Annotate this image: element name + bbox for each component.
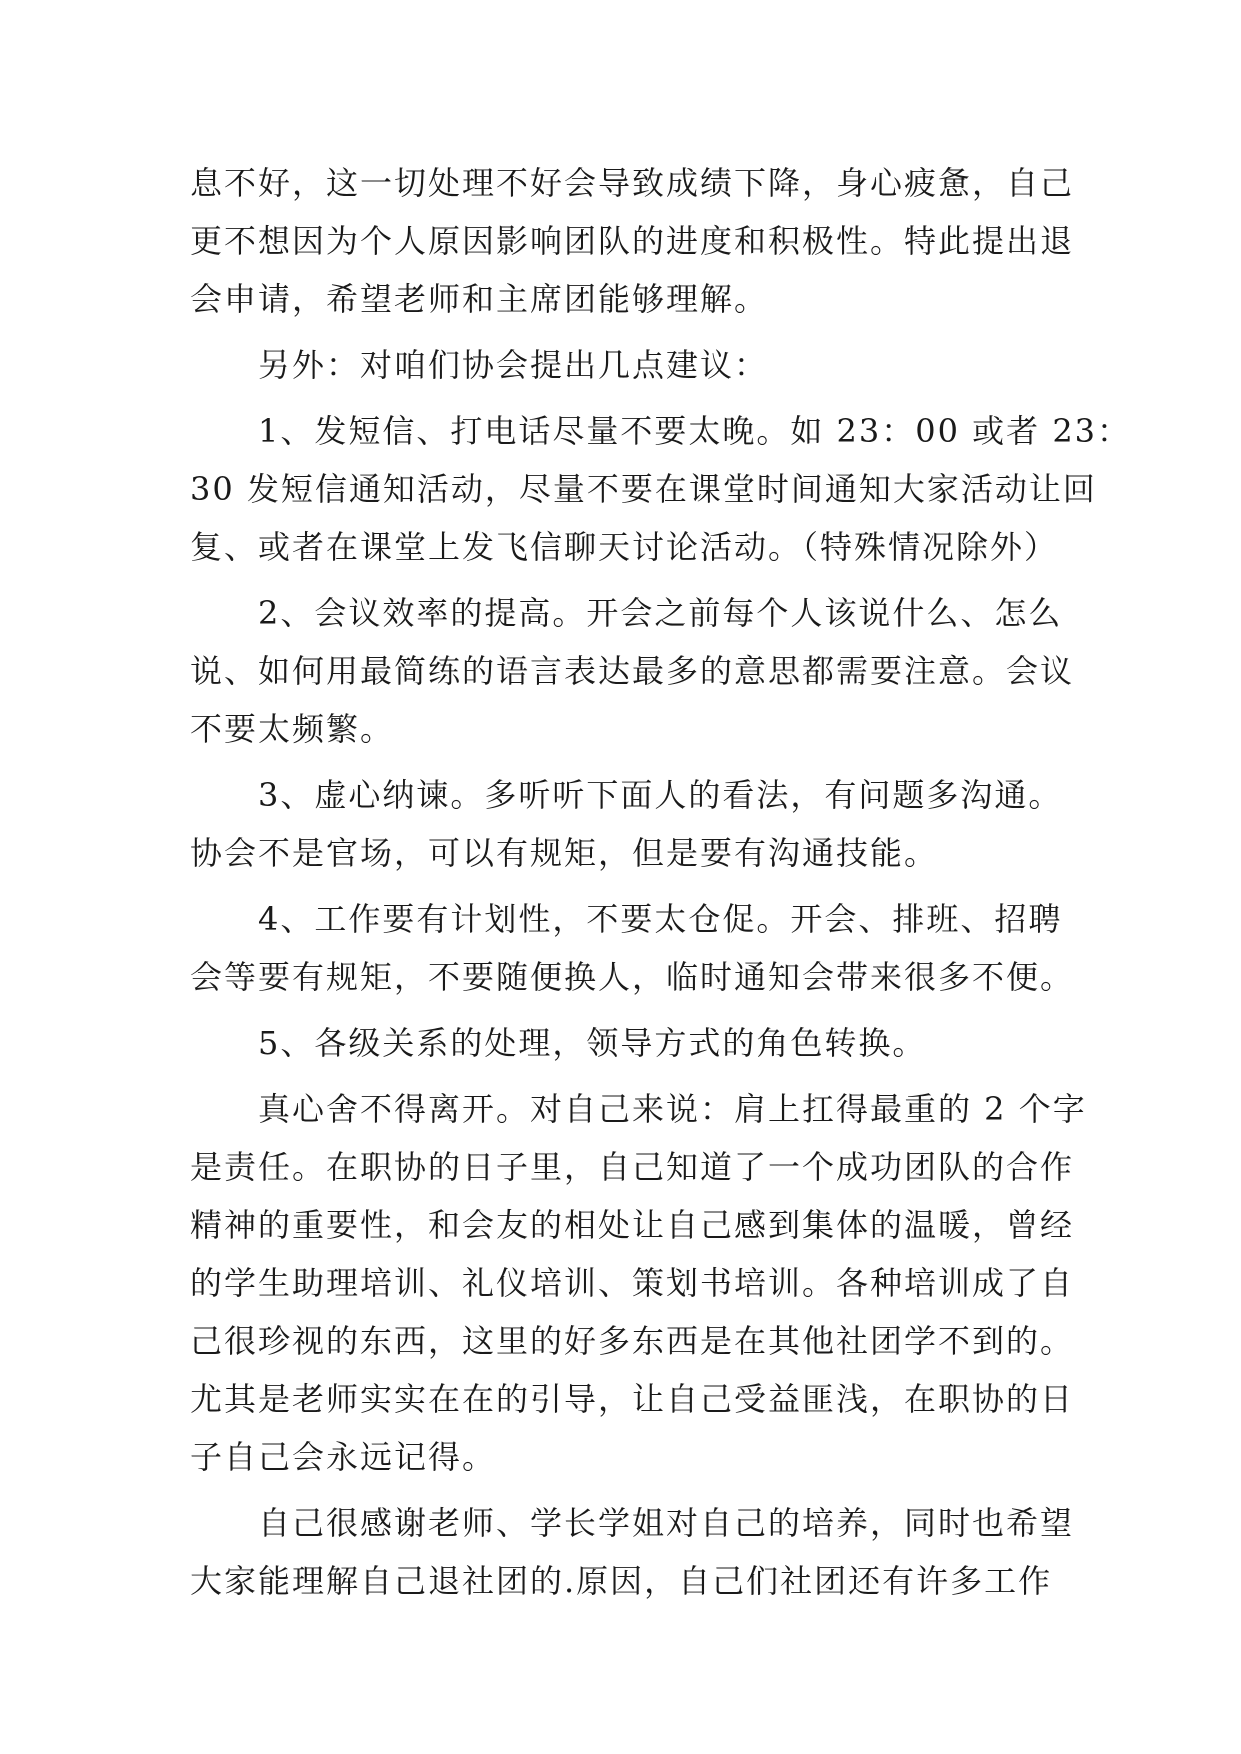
text-line: 自己很感谢老师、学长学姐对自己的培养，同时也希望 (190, 1504, 1075, 1542)
text-line: 精神的重要性，和会友的相处让自己感到集体的温暖，曾经 (190, 1206, 1075, 1244)
text-line: 的学生助理培训、礼仪培训、策划书培训。各种培训成了自 (190, 1264, 1075, 1302)
paragraph-reluctance (190, 1080, 1087, 1486)
text-line: 尤其是老师实实在在的引导，让自己受益匪浅，在职协的日 (190, 1380, 1075, 1418)
text-line: 会等要有规矩，不要随便换人，临时通知会带来很多不便。 (190, 958, 1075, 996)
text-line: 息不好，这一切处理不好会导致成绩下降，身心疲惫，自己 (190, 164, 1075, 202)
text-line: 是责任。在职协的日子里，自己知道了一个成功团队的合作 (190, 1148, 1075, 1186)
paragraph-suggestion-5 (190, 1014, 1050, 1072)
text-line: 大家能理解自己退社团的.原因，自己们社团还有许多工作 (190, 1562, 1053, 1600)
text-line: 4、工作要有计划性，不要太仓促。开会、排班、招聘 (190, 900, 1063, 938)
text-line: 真心舍不得离开。对自己来说：肩上扛得最重的 2 个字 (190, 1090, 1087, 1128)
text-line: 会申请，希望老师和主席团能够理解。 (190, 280, 769, 318)
paragraph-suggestion-2 (190, 584, 1075, 758)
paragraph-suggestion-4 (190, 890, 1075, 1006)
paragraph-suggestion-3 (190, 766, 1063, 882)
text-line: 不要太频繁。 (190, 710, 395, 748)
text-line: 另外：对咱们协会提出几点建议： (190, 346, 769, 384)
text-line: 2、会议效率的提高。开会之前每个人该说什么、怎么 (190, 594, 1063, 632)
text-line: 3、虚心纳谏。多听听下面人的看法，有问题多沟通。 (190, 776, 1063, 814)
text-line: 5、各级关系的处理，领导方式的角色转换。 (190, 1024, 927, 1062)
paragraph-gratitude (190, 1494, 1075, 1610)
text-line: 己很珍视的东西，这里的好多东西是在其他社团学不到的。 (190, 1322, 1075, 1360)
text-line: 30 发短信通知活动，尽量不要在课堂时间通知大家活动让回 (190, 470, 1097, 508)
document-body (190, 154, 1132, 1610)
text-line: 复、或者在课堂上发飞信聊天讨论活动。（特殊情况除外） (190, 528, 1059, 566)
text-line: 协会不是官场，可以有规矩，但是要有沟通技能。 (190, 834, 939, 872)
paragraph-suggestion-1 (190, 402, 1132, 576)
text-line: 说、如何用最简练的语言表达最多的意思都需要注意。会议 (190, 652, 1075, 690)
text-line: 子自己会永远记得。 (190, 1438, 497, 1476)
text-line: 更不想因为个人原因影响团队的进度和积极性。特此提出退 (190, 222, 1075, 260)
paragraph-resignation-reason (190, 154, 1075, 328)
text-line: 1、发短信、打电话尽量不要太晚。如 23：00 或者 23： (190, 412, 1132, 450)
paragraph-suggestions-intro (190, 336, 1050, 394)
